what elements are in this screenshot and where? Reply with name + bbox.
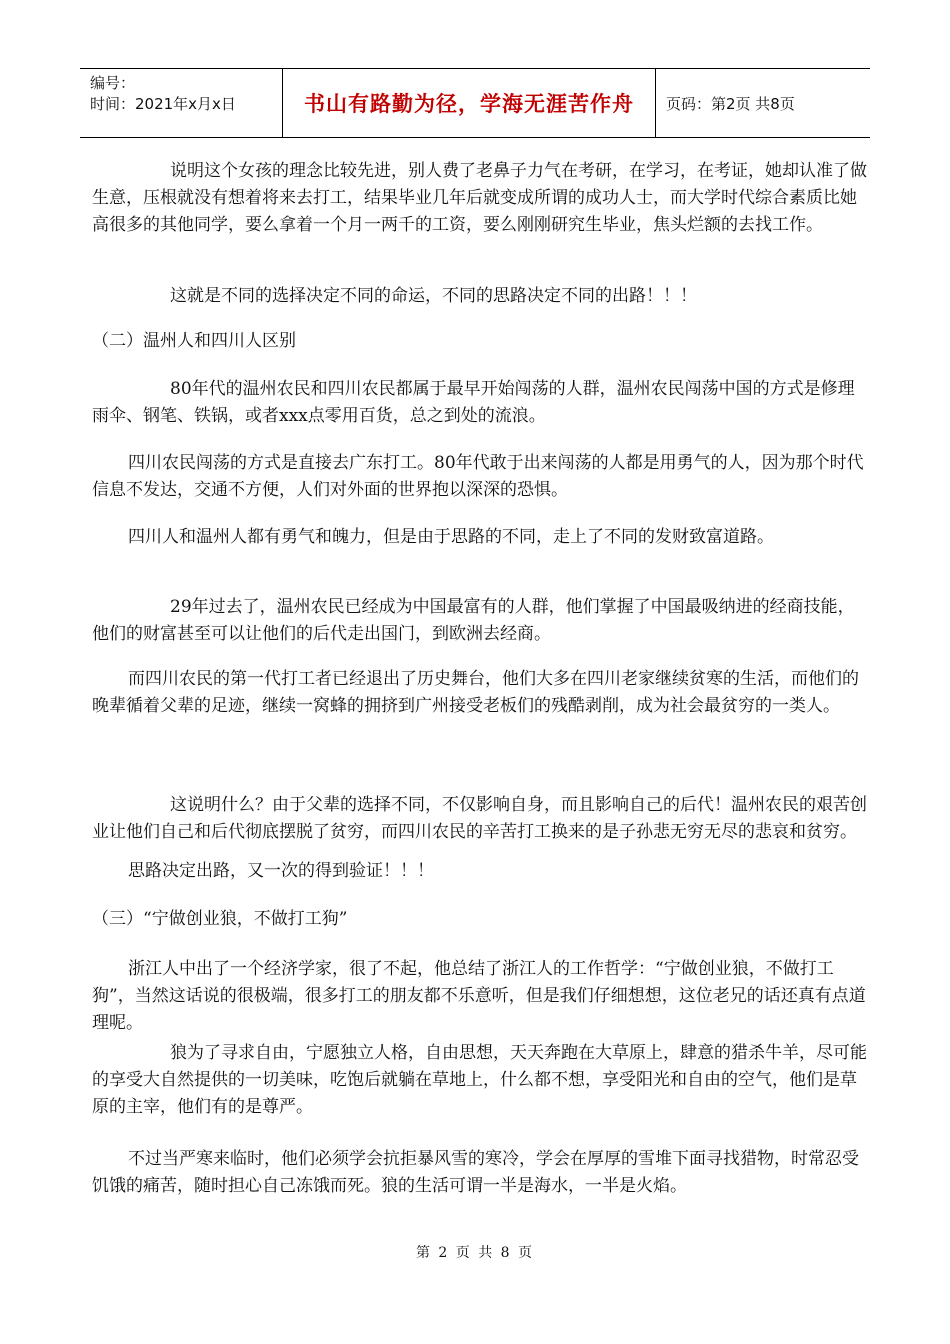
paragraph: 而四川农民的第一代打工者已经退出了历史舞台，他们大多在四川老家继续贫寒的生活，而他们的晚辈循着父辈的足迹，继续一窝蜂的拥挤到广州接受老板们的残酷剥削，成为社会最贫穷的一类人。 [92, 669, 859, 716]
header-page-cell [656, 69, 870, 137]
page-header [80, 68, 870, 138]
paragraph: 29年过去了，温州农民已经成为中国最富有的人群，他们掌握了中国最吸纳进的经商技能，他们的财富甚至可以让他们的后代走出国门，到欧洲去经商。 [92, 597, 855, 644]
paragraph: 狼为了寻求自由，宁愿独立人格，自由思想，天天奔跑在大草原上，肆意的猎杀牛羊，尽可能的享受大自然提供的一切美味，吃饱后就躺在草地上，什么都不想，享受阳光和自由的空气，他们是草原的主宰，他们有的是尊严。 [92, 1043, 867, 1117]
serial-label: 编号： [90, 74, 136, 92]
header-meta [80, 69, 283, 137]
paragraph: 80年代的温州农民和四川农民都属于最早开始闯荡的人群，温州农民闯荡中国的方式是修理雨伞、钢笔、铁锅，或者xxx点零用百货，总之到处的流浪。 [92, 379, 855, 426]
paragraph: 这就是不同的选择决定不同的命运，不同的思路决定不同的出路！！！ [170, 286, 697, 306]
section-heading: （二）温州人和四川人区别 [92, 331, 296, 351]
header-motto-cell [283, 69, 656, 137]
paragraph: 说明这个女孩的理念比较先进，别人费了老鼻子力气在考研，在学习，在考证，她却认准了做生意，压根就没有想着将来去打工，结果毕业几年后就变成所谓的成功人士，而大学时代综合素质比她高很多的其他同学，要么拿着一个月一两千的工资，要么刚刚研究生毕业，焦头烂额的去找工作。 [92, 161, 867, 235]
page-footer: 第 2 页 共 8 页 [415, 1245, 535, 1261]
paragraph: 四川农民闯荡的方式是直接去广东打工。80年代敢于出来闯荡的人都是用勇气的人，因为那个时代信息不发达，交通不方便，人们对外面的世界抱以深深的恐惧。 [92, 453, 864, 500]
section-heading: （三）“宁做创业狼，不做打工狗” [92, 909, 348, 929]
date-label: 时间：2021年x月x日 [90, 95, 236, 113]
paragraph: 思路决定出路，又一次的得到验证！！！ [128, 861, 434, 881]
page-label: 页码：第2页 共8页 [666, 94, 795, 113]
motto: 书山有路勤为径，学海无涯苦作舟 [304, 92, 634, 116]
paragraph: 浙江人中出了一个经济学家，很了不起，他总结了浙江人的工作哲学：“宁做创业狼，不做打工狗”，当然这话说的很极端，很多打工的朋友都不乐意听，但是我们仔细想想，这位老兄的话还真有点道理呢。 [92, 959, 866, 1033]
paragraph: 不过当严寒来临时，他们必须学会抗拒暴风雪的寒冷，学会在厚厚的雪堆下面寻找猎物，时常忍受饥饿的痛苦，随时担心自己冻饿而死。狼的生活可谓一半是海水，一半是火焰。 [92, 1149, 859, 1196]
paragraph: 四川人和温州人都有勇气和魄力，但是由于思路的不同，走上了不同的发财致富道路。 [128, 527, 774, 547]
paragraph: 这说明什么？由于父辈的选择不同，不仅影响自身，而且影响自己的后代！温州农民的艰苦创业让他们自己和后代彻底摆脱了贫穷，而四川农民的辛苦打工换来的是子孙悲无穷无尽的悲哀和贫穷。 [92, 795, 867, 842]
